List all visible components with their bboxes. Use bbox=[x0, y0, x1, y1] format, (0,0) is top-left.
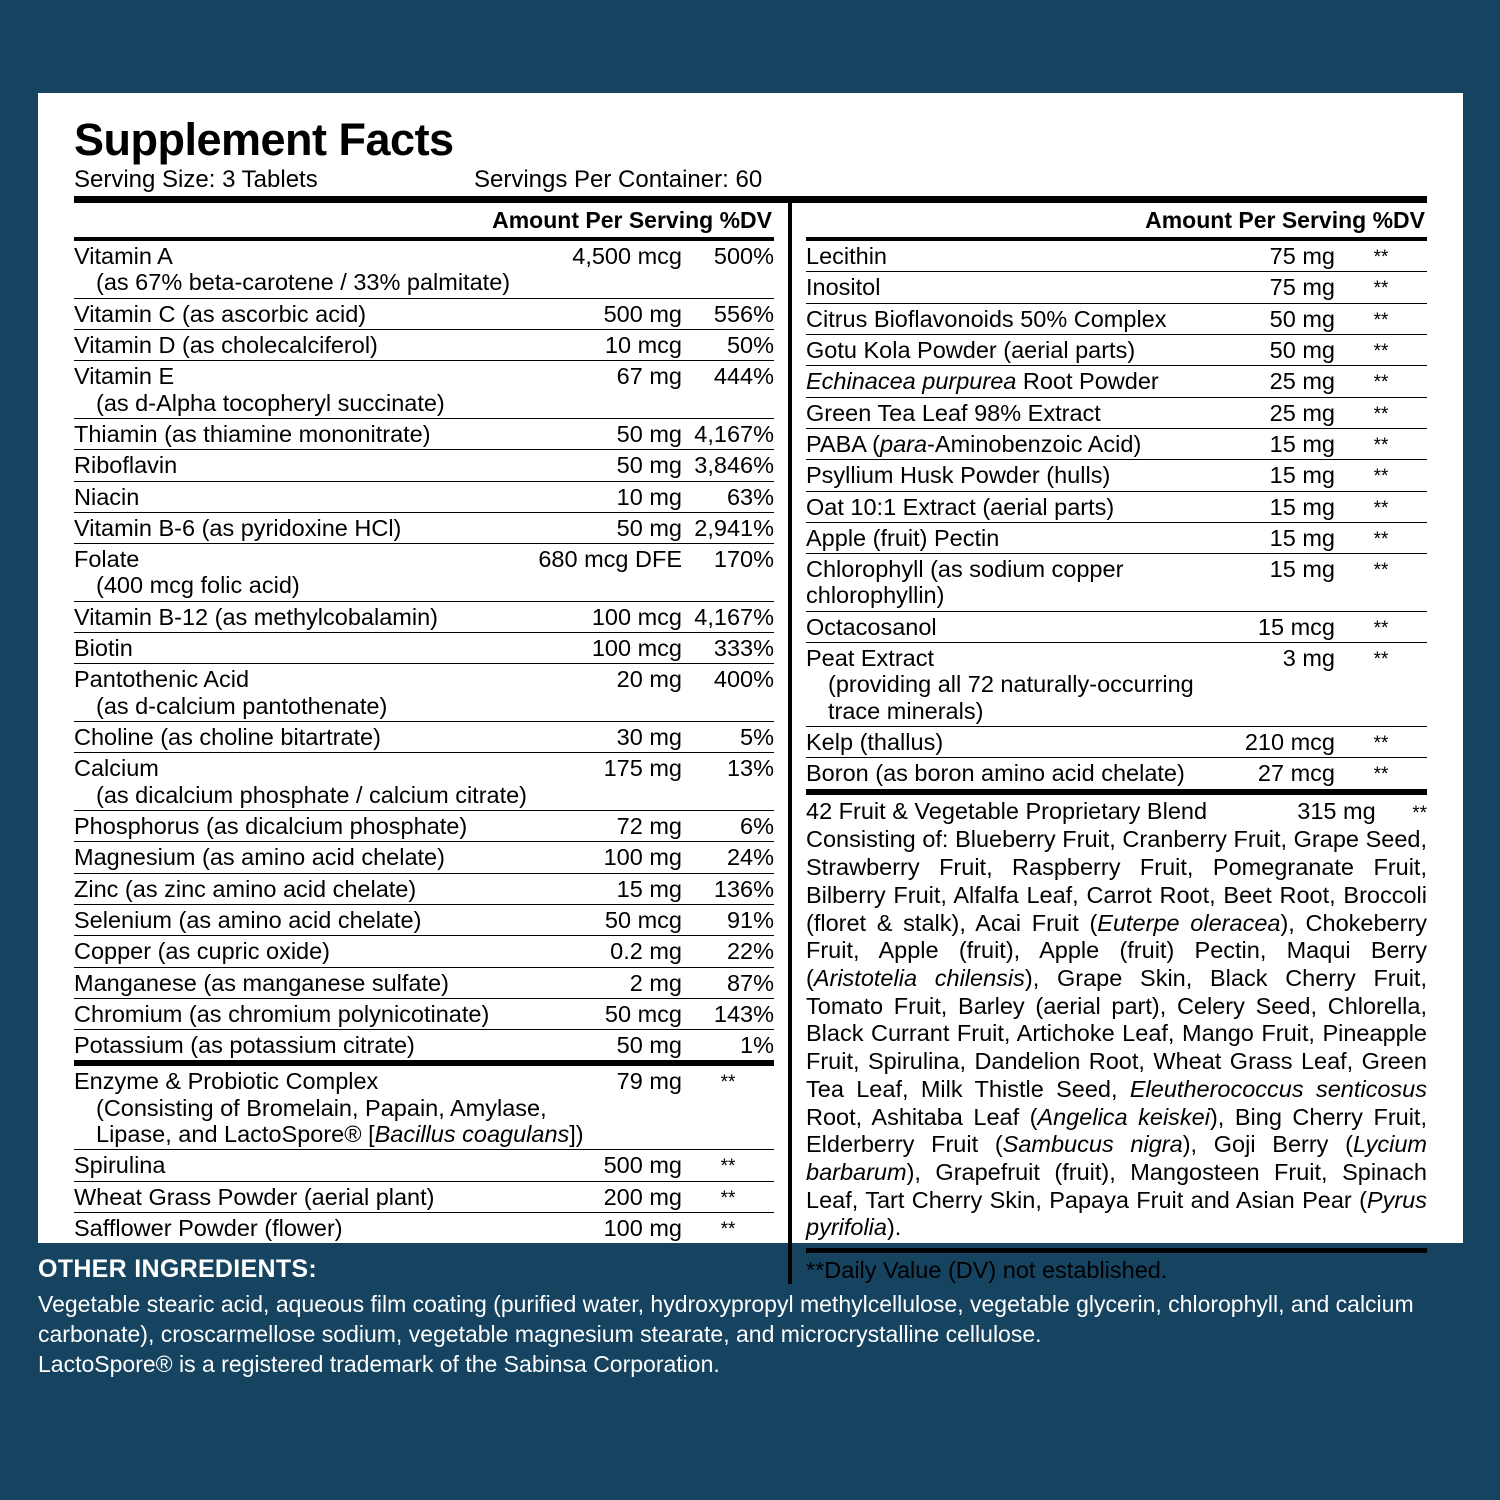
serving-size bbox=[74, 166, 474, 194]
nutrient-amount: 25 mg bbox=[1245, 397, 1335, 428]
nutrient-name: Citrus Bioflavonoids 50% Complex bbox=[806, 303, 1245, 334]
blend-header bbox=[806, 798, 1427, 826]
nutrient-dv: 6% bbox=[682, 810, 774, 841]
left-nutrient-table-2 bbox=[74, 1066, 774, 1243]
nutrient-dv: 500% bbox=[713, 243, 774, 269]
nutrient-dv: ** bbox=[720, 1072, 736, 1094]
nutrient-amount: 210 mcg bbox=[1245, 727, 1335, 758]
nutrient-dv: ** bbox=[1335, 522, 1427, 553]
nutrient-amount: 15 mg bbox=[536, 873, 682, 904]
daily-value-note: **Daily Value (DV) not established. bbox=[806, 1248, 1427, 1284]
nutrient-name: Oat 10:1 Extract (aerial parts) bbox=[806, 491, 1245, 522]
nutrient-dv: 333% bbox=[682, 633, 774, 664]
nutrient-name: Vitamin B-12 (as methylcobalamin) bbox=[74, 601, 536, 632]
nutrient-amount: 500 mg bbox=[536, 298, 682, 329]
nutrient-name: Chlorophyll (as sodium copper chlorophyllin) bbox=[806, 554, 1245, 612]
table-row bbox=[806, 727, 1427, 758]
table-row bbox=[74, 481, 774, 512]
nutrient-dv: 87% bbox=[682, 967, 774, 998]
nutrient-amount: 175 mg bbox=[536, 753, 682, 811]
table-row bbox=[74, 329, 774, 360]
table-row bbox=[74, 904, 774, 935]
nutrient-name: Vitamin C (as ascorbic acid) bbox=[74, 298, 536, 329]
table-row bbox=[74, 873, 774, 904]
nutrient-amount: 75 mg bbox=[1245, 272, 1335, 303]
nutrient-name: Vitamin B-6 (as pyridoxine HCl) bbox=[74, 512, 536, 543]
table-row bbox=[74, 722, 774, 753]
nutrient-name: Manganese (as manganese sulfate) bbox=[74, 967, 536, 998]
nutrient-amount: 100 mcg bbox=[536, 601, 682, 632]
nutrient-name: Potassium (as potassium citrate) bbox=[74, 1030, 536, 1061]
nutrient-dv: ** bbox=[1335, 397, 1427, 428]
nutrient-dv: ** bbox=[1335, 758, 1427, 789]
table-row bbox=[74, 998, 774, 1029]
blend-ingredients: Consisting of: Blueberry Fruit, Cranberry Fruit, Grape Seed, Strawberry Fruit, Raspberry Fruit, Pomegranate Fruit, Bilberry Fruit, Alfalfa Leaf, Carrot Root, Beet Root, Broccoli (floret & stalk), Acai Fruit (Euterpe oleracea), Chokeberry Fruit, Apple (fruit), Apple (fruit) Pectin, Maqui Berry (Aristotelia chilensis), Grape Skin, Black Cherry Fruit, Tomato Fruit, Barley (aerial part), Celery Seed, Chlorella, Black Currant Fruit, Artichoke Leaf, Mango Fruit, Pineapple Fruit, Spirulina, Dandelion Root, Wheat Grass Leaf, Green Tea Leaf, Milk Thistle Seed, Eleutherococcus senticosus Root, Ashitaba Leaf (Angelica keiskei), Bing Cherry Fruit, Elderberry Fruit (Sambucus nigra), Goji Berry (Lycium barbarum), Grapefruit (fruit), Mangosteen Fruit, Spinach Leaf, Tart Cherry Skin, Papaya Fruit and Asian Pear (Pyrus pyrifolia). bbox=[806, 826, 1428, 1241]
column-divider bbox=[788, 203, 792, 1284]
page-title: Supplement Facts bbox=[74, 114, 454, 165]
nutrient-name: Chromium (as chromium polynicotinate) bbox=[74, 998, 536, 1029]
serving-info bbox=[74, 166, 1445, 194]
table-row bbox=[806, 428, 1427, 459]
nutrient-dv: 50% bbox=[682, 329, 774, 360]
nutrient-amount: 50 mg bbox=[536, 450, 682, 481]
nutrient-dv: 22% bbox=[682, 936, 774, 967]
servings-per-container bbox=[474, 166, 762, 194]
table-row bbox=[806, 611, 1427, 642]
nutrient-name: Gotu Kola Powder (aerial parts) bbox=[806, 334, 1245, 365]
nutrient-dv: ** bbox=[1335, 460, 1427, 491]
nutrient-dv: ** bbox=[1373, 247, 1389, 268]
nutrient-amount: 15 mg bbox=[1245, 491, 1335, 522]
nutrient-amount: 50 mg bbox=[536, 1030, 682, 1061]
table-row bbox=[74, 361, 774, 419]
nutrient-dv: ** bbox=[1335, 272, 1427, 303]
proprietary-blend bbox=[806, 789, 1427, 1243]
nutrient-amount: 30 mg bbox=[536, 722, 682, 753]
nutrient-amount: 50 mcg bbox=[536, 998, 682, 1029]
nutrient-amount: 67 mg bbox=[536, 361, 682, 419]
facts-columns bbox=[56, 203, 1445, 1284]
nutrient-amount: 100 mcg bbox=[536, 633, 682, 664]
left-column-header: Amount Per Serving %DV bbox=[492, 207, 772, 233]
nutrient-amount: 15 mg bbox=[1245, 554, 1335, 612]
table-row bbox=[74, 544, 774, 602]
nutrient-amount: 680 mcg DFE bbox=[536, 544, 682, 602]
nutrient-dv: 400% bbox=[682, 664, 774, 722]
nutrient-amount: 15 mcg bbox=[1245, 611, 1335, 642]
nutrient-dv: 556% bbox=[682, 298, 774, 329]
left-nutrient-table bbox=[74, 241, 774, 1060]
table-row bbox=[806, 334, 1427, 365]
nutrient-dv: 2,941% bbox=[682, 512, 774, 543]
nutrient-amount: 10 mg bbox=[536, 481, 682, 512]
nutrient-name: Pantothenic Acid (as d-calcium pantothenate) bbox=[74, 664, 536, 722]
left-column bbox=[74, 203, 774, 1284]
blend-amount: 315 mg bbox=[1297, 797, 1376, 824]
nutrient-amount: 200 mg bbox=[604, 1181, 682, 1212]
nutrient-name: Riboflavin bbox=[74, 450, 536, 481]
table-row bbox=[806, 758, 1427, 789]
other-ingredients-title: OTHER INGREDIENTS: bbox=[38, 1255, 318, 1283]
nutrient-name: Niacin bbox=[74, 481, 536, 512]
table-row bbox=[74, 936, 774, 967]
nutrient-amount: 15 mg bbox=[1245, 522, 1335, 553]
nutrient-dv: 170% bbox=[682, 544, 774, 602]
table-row bbox=[74, 450, 774, 481]
nutrient-dv: ** bbox=[682, 1150, 774, 1181]
table-row bbox=[74, 418, 774, 449]
nutrient-dv: 1% bbox=[682, 1030, 774, 1061]
servings-per-container-value: 60 bbox=[735, 166, 763, 193]
nutrient-dv: 13% bbox=[682, 753, 774, 811]
nutrient-name: Apple (fruit) Pectin bbox=[806, 522, 1245, 553]
nutrient-name: Copper (as cupric oxide) bbox=[74, 936, 536, 967]
nutrient-dv: ** bbox=[1335, 643, 1427, 727]
other-ingredients-body: Vegetable stearic acid, aqueous film coating (purified water, hydroxypropyl methylcellulose, vegetable glycerin, chlorophyll, and calcium carbonate), croscarmellose sodium, vegetable magnesium stearate, and microcrystalline cellulose. bbox=[38, 1291, 1414, 1347]
nutrient-name: Folate (400 mcg folic acid) bbox=[74, 544, 536, 602]
nutrient-dv: ** bbox=[682, 1213, 774, 1244]
serving-size-label: Serving Size: bbox=[74, 166, 216, 193]
nutrient-dv: ** bbox=[1335, 727, 1427, 758]
table-row bbox=[806, 643, 1427, 727]
table-row bbox=[74, 810, 774, 841]
table-row bbox=[74, 1030, 774, 1061]
serving-size-value: 3 Tablets bbox=[222, 166, 318, 193]
other-ingredients-section bbox=[38, 1255, 1463, 1380]
table-row bbox=[806, 241, 1427, 272]
nutrient-amount: 20 mg bbox=[536, 664, 682, 722]
nutrient-name: Vitamin D (as cholecalciferol) bbox=[74, 329, 536, 360]
nutrient-dv: 143% bbox=[682, 998, 774, 1029]
nutrient-amount: 10 mcg bbox=[536, 329, 682, 360]
nutrient-amount: 75 mg bbox=[1269, 243, 1335, 269]
table-row bbox=[74, 1066, 774, 1149]
table-row bbox=[74, 842, 774, 873]
nutrient-amount: 15 mg bbox=[1245, 460, 1335, 491]
nutrient-name: Lecithin bbox=[806, 243, 887, 269]
nutrient-amount: 79 mg bbox=[616, 1068, 682, 1095]
nutrient-dv: 444% bbox=[682, 361, 774, 419]
nutrient-name: Choline (as choline bitartrate) bbox=[74, 722, 536, 753]
nutrient-name: Vitamin E (as d-Alpha tocopheryl succinate) bbox=[74, 361, 536, 419]
nutrient-amount: 100 mg bbox=[536, 842, 682, 873]
nutrient-dv: 4,167% bbox=[682, 601, 774, 632]
nutrient-name: Inositol bbox=[806, 272, 1245, 303]
table-row bbox=[74, 967, 774, 998]
nutrient-dv: ** bbox=[1335, 428, 1427, 459]
nutrient-name: Green Tea Leaf 98% Extract bbox=[806, 397, 1245, 428]
nutrient-amount: 50 mg bbox=[536, 418, 682, 449]
table-row bbox=[806, 397, 1427, 428]
nutrient-amount: 50 mg bbox=[536, 512, 682, 543]
nutrient-dv: ** bbox=[682, 1181, 774, 1212]
nutrient-name: Vitamin A (as 67% beta-carotene / 33% palmitate) bbox=[74, 243, 511, 296]
nutrient-name: Enzyme & Probiotic Complex (Consisting of Bromelain, Papain, Amylase, Lipase, and LactoSpore® [Bacillus coagulans]) bbox=[74, 1068, 584, 1148]
nutrient-amount: 72 mg bbox=[536, 810, 682, 841]
nutrient-amount: 50 mg bbox=[1245, 303, 1335, 334]
nutrient-name: Psyllium Husk Powder (hulls) bbox=[806, 460, 1245, 491]
nutrient-dv: 91% bbox=[682, 904, 774, 935]
blend-dv: ** bbox=[1412, 802, 1427, 824]
nutrient-name: Selenium (as amino acid chelate) bbox=[74, 904, 536, 935]
servings-per-container-label: Servings Per Container: bbox=[474, 166, 729, 193]
nutrient-name: Biotin bbox=[74, 633, 536, 664]
nutrient-name: Safflower Powder (flower) bbox=[74, 1213, 604, 1244]
nutrient-name: PABA (para-Aminobenzoic Acid) bbox=[806, 428, 1245, 459]
nutrient-amount: 0.2 mg bbox=[536, 936, 682, 967]
right-column bbox=[806, 203, 1427, 1284]
nutrient-dv: ** bbox=[1335, 366, 1427, 397]
nutrient-dv: ** bbox=[1335, 334, 1427, 365]
trademark-note: LactoSpore® is a registered trademark of the Sabinsa Corporation. bbox=[38, 1350, 720, 1377]
nutrient-dv: 4,167% bbox=[682, 418, 774, 449]
table-row bbox=[74, 298, 774, 329]
table-row bbox=[74, 664, 774, 722]
nutrient-dv: ** bbox=[1335, 554, 1427, 612]
nutrient-dv: 136% bbox=[682, 873, 774, 904]
nutrient-dv: 3,846% bbox=[682, 450, 774, 481]
table-row bbox=[74, 601, 774, 632]
nutrient-name: Spirulina bbox=[74, 1150, 604, 1181]
table-row bbox=[806, 522, 1427, 553]
nutrient-dv: 24% bbox=[682, 842, 774, 873]
nutrient-name: Octacosanol bbox=[806, 611, 1245, 642]
blend-name: 42 Fruit & Vegetable Proprietary Blend bbox=[806, 797, 1208, 824]
nutrient-amount: 4,500 mcg bbox=[572, 243, 682, 269]
nutrient-amount: 3 mg bbox=[1245, 643, 1335, 727]
nutrient-amount: 50 mg bbox=[1245, 334, 1335, 365]
nutrient-name: Phosphorus (as dicalcium phosphate) bbox=[74, 810, 536, 841]
nutrient-name: Boron (as boron amino acid chelate) bbox=[806, 758, 1245, 789]
table-row bbox=[74, 512, 774, 543]
table-row bbox=[74, 241, 774, 298]
nutrient-dv: 5% bbox=[682, 722, 774, 753]
nutrient-dv: ** bbox=[1335, 491, 1427, 522]
table-row bbox=[806, 272, 1427, 303]
nutrient-amount: 500 mg bbox=[604, 1150, 682, 1181]
nutrient-name: Kelp (thallus) bbox=[806, 727, 1245, 758]
table-row bbox=[806, 491, 1427, 522]
nutrient-name: Thiamin (as thiamine mononitrate) bbox=[74, 418, 536, 449]
table-row bbox=[806, 366, 1427, 397]
nutrient-amount: 25 mg bbox=[1245, 366, 1335, 397]
right-nutrient-table bbox=[806, 241, 1427, 789]
nutrient-name: Wheat Grass Powder (aerial plant) bbox=[74, 1181, 604, 1212]
nutrient-amount: 27 mcg bbox=[1245, 758, 1335, 789]
table-row bbox=[74, 1150, 774, 1181]
table-row bbox=[74, 753, 774, 811]
table-row bbox=[806, 554, 1427, 612]
nutrient-name: Echinacea purpurea Root Powder bbox=[806, 366, 1245, 397]
nutrient-name: Magnesium (as amino acid chelate) bbox=[74, 842, 536, 873]
nutrient-amount: 50 mcg bbox=[536, 904, 682, 935]
table-row bbox=[806, 460, 1427, 491]
nutrient-amount: 100 mg bbox=[604, 1213, 682, 1244]
table-row bbox=[74, 1213, 774, 1244]
nutrient-name: Calcium (as dicalcium phosphate / calcium citrate) bbox=[74, 753, 536, 811]
nutrient-dv: ** bbox=[1335, 611, 1427, 642]
table-row bbox=[806, 303, 1427, 334]
table-row bbox=[74, 633, 774, 664]
right-column-header: Amount Per Serving %DV bbox=[1145, 207, 1425, 233]
header-divider bbox=[74, 196, 1427, 203]
nutrient-name: Peat Extract (providing all 72 naturally-occurring trace minerals) bbox=[806, 643, 1245, 727]
nutrient-dv: 63% bbox=[682, 481, 774, 512]
nutrient-dv: ** bbox=[1335, 303, 1427, 334]
nutrient-name: Zinc (as zinc amino acid chelate) bbox=[74, 873, 536, 904]
nutrient-amount: 15 mg bbox=[1245, 428, 1335, 459]
table-row bbox=[74, 1181, 774, 1212]
nutrient-amount: 2 mg bbox=[536, 967, 682, 998]
